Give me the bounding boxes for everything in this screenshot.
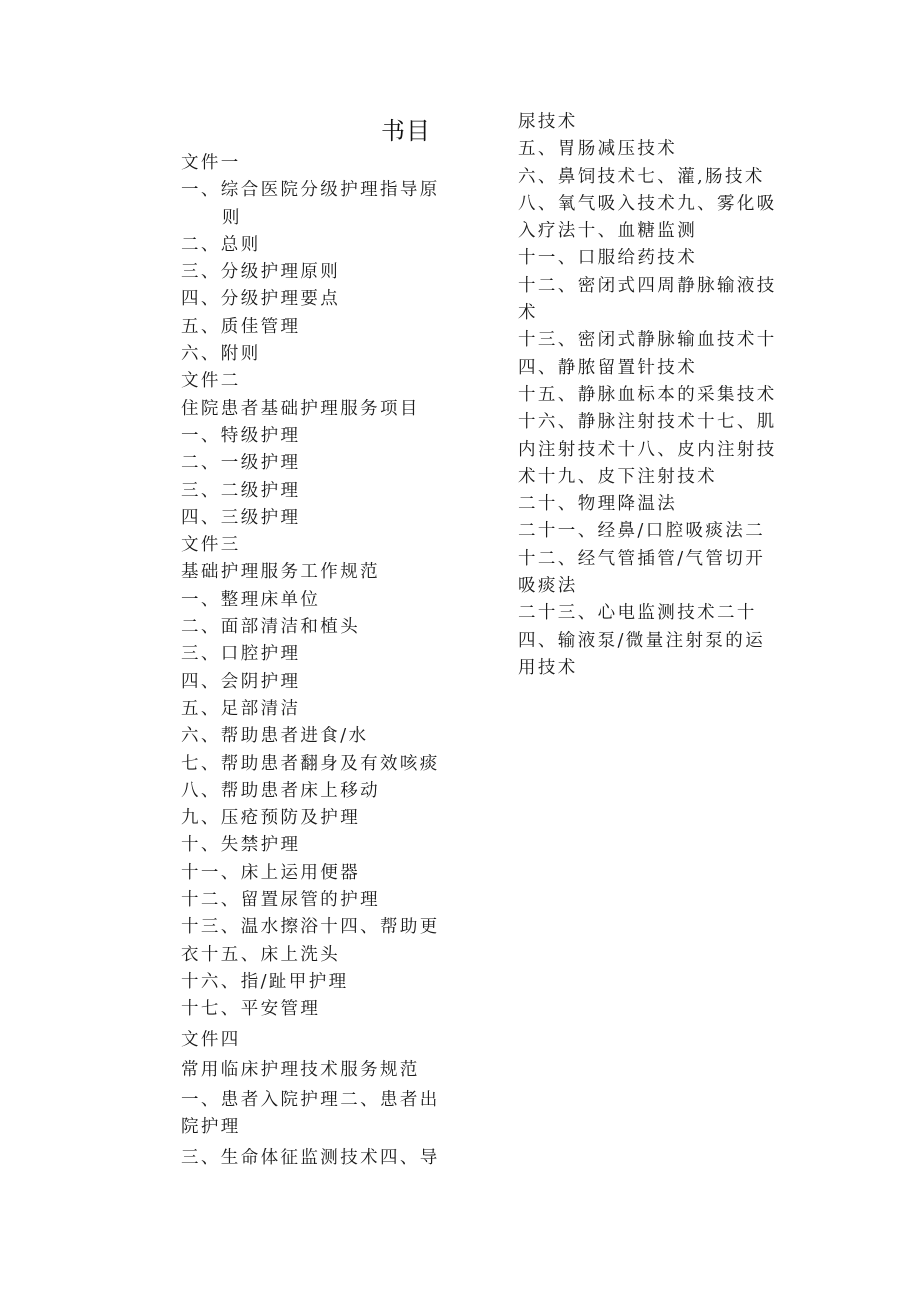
toc-entry: 二、一级护理 [181, 453, 301, 474]
toc-entry: 一、整理床单位 [181, 589, 321, 610]
toc-entry: 三、口腔护理 [181, 644, 301, 665]
toc-entry: 十一、床上运用便器 [181, 862, 361, 883]
toc-entry: 五、足部清洁 [181, 698, 301, 719]
toc-right-column [518, 109, 784, 682]
toc-entry: 十七、平安管理 [181, 999, 321, 1020]
toc-entry: 二、总则 [181, 234, 261, 255]
toc-entry: 一、特级护理 [181, 425, 301, 446]
toc-entry-continuation: 尿技术 [518, 112, 578, 132]
toc-entry: 四、分级护理要点 [181, 289, 341, 310]
toc-entry: 四、会阴护理 [181, 671, 301, 692]
toc-section-subtitle: 住院患者基础护理服务项目 [181, 398, 420, 419]
toc-entry: 十二、留置尿管的护理 [181, 890, 380, 911]
toc-entry: 十三、温水擦浴十四、帮助更衣十五、床上洗头 [181, 917, 440, 965]
toc-entry: 十二、密闭式四周静脉输液技术 [518, 275, 777, 324]
toc-entry: 二十、物理降温法 [518, 494, 678, 515]
toc-section-heading: 文件一 [181, 153, 241, 173]
toc-left-column [181, 150, 443, 1172]
toc-entry: 六、附则 [181, 344, 261, 365]
toc-entry: 二、面部清洁和植头 [181, 617, 361, 638]
toc-entry: 五、质佳管理 [181, 316, 301, 337]
toc-entry: 十、失禁护理 [181, 835, 301, 856]
toc-entry: 二十一、经鼻/口腔吸痰法二十二、经气管插管/气管切开吸痰法 [518, 521, 766, 597]
toc-entry: 三、二级护理 [181, 480, 301, 501]
toc-entry: 六、鼻饲技术七、灌,肠技术八、氧气吸入技术九、雾化吸入疗法十、血糖监测 [518, 166, 777, 242]
toc-section-subtitle: 基础护理服务工作规范 [181, 562, 380, 583]
toc-entry-continuation: 则 [222, 207, 242, 228]
toc-entry: 九、压疮预防及护理 [181, 808, 361, 829]
toc-entry: 十六、指/趾甲护理 [181, 971, 349, 992]
toc-entry: 十三、密闭式静脉输血技术十四、静脓留置针技术 [518, 330, 777, 378]
toc-entry: 四、三级护理 [181, 507, 301, 528]
toc-entry: 八、帮助患者床上移动 [181, 780, 380, 801]
toc-entry: 三、分级护理原则 [181, 262, 341, 283]
toc-entry: 七、帮助患者翻身及有效咳痰 [181, 753, 440, 774]
toc-entry: 二十三、心电监测技术二十四、输液泵/微量注射泵的运用技术 [518, 603, 766, 678]
toc-entry: 三、生命体征监测技术四、导 [181, 1147, 440, 1168]
page-title: 书目 [381, 117, 431, 145]
toc-entry: 五、胃肠减压技术 [518, 139, 678, 160]
toc-section-subtitle: 常用临床护理技术服务规范 [181, 1059, 420, 1080]
toc-entry: 十六、静脉注射技术十七、肌内注射技术十八、皮内注射技术十九、皮下注射技术 [518, 412, 777, 487]
toc-entry: 十五、静脉血标本的采集技术 [518, 384, 777, 405]
toc-section-heading: 文件二 [181, 371, 241, 392]
toc-section-heading: 文件四 [181, 1029, 241, 1050]
toc-section-heading: 文件三 [181, 535, 241, 556]
toc-entry: 十一、口服给药技术 [518, 248, 698, 269]
toc-entry: 六、帮助患者进食/水 [181, 726, 369, 747]
toc-entry: 一、患者入院护理二、患者出院护理 [181, 1090, 440, 1138]
toc-entry: 一、综合医院分级护理指导原 [181, 180, 440, 201]
